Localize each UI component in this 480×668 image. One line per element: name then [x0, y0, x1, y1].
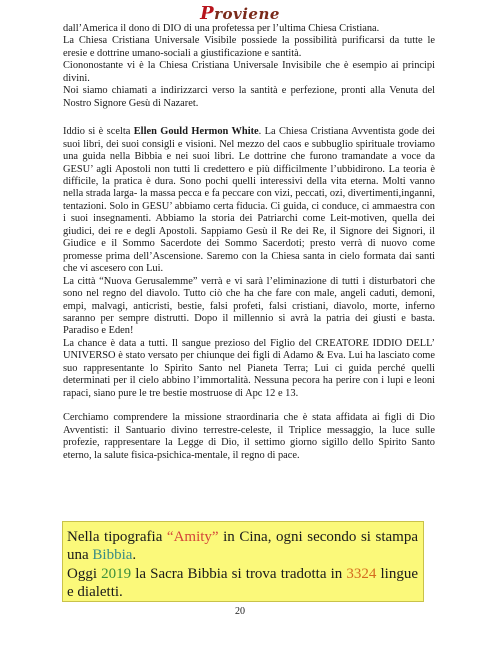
paragraph-lead: Iddio si è scelta [63, 126, 134, 138]
page-number: 20 [235, 606, 245, 617]
ellen-white-name: Ellen Gould Hermon White [133, 126, 259, 138]
paragraph-closing: Cerchiamo comprendere la missione straordinaria che è stata affidata ai figli di Dio Avventisti: il Santuario divino terrestre-celeste, il Triplice messaggio, la luce sulle profezie, rappresentare la Legge di Dio, il settimo giorno sigillo dello Spirito Santo eterno, la salute fisica-psichica-mentale, il regno di pace. [63, 412, 435, 461]
bibbia-text: Bibbia [92, 547, 133, 564]
highlight-line-1 [67, 528, 418, 565]
highlight-text: Oggi [67, 565, 102, 582]
highlight-text: la Sacra Bibbia si trova tradotta in [131, 565, 347, 582]
highlight-text: . [132, 547, 137, 564]
amity-text: “Amity” [166, 529, 219, 545]
highlight-text: Nella tipografia [67, 529, 167, 545]
year-text: 2019 [101, 565, 132, 582]
highlight-text: in Cina, ogni secondo si stampa una [67, 529, 419, 564]
paragraph: Ciononostante vi è la Chiesa Cristiana Universale Invisibile che è esempio ai principi divini. [63, 60, 435, 84]
paragraph-ellen-white [63, 126, 435, 275]
document-body [63, 23, 435, 462]
paragraph-rest: . La Chiesa Cristiana Avventista gode dei suoi libri, dei suoi consigli e visioni. Nel mezzo del caos e subbuglio spirituale troviamo una guida nella Bibbia e nei suoi libri. Le dottrine che furono tramandate a voce da GESU’ agli Apostoli non tutti li credettero e più difficilmente l’ubbidirono. La teoria è difficile, la pratica è dura. Sono pochi quelli interessivi della vita eterna. Molti vanno nella strada larga- la massa pecca e fa peccare con vizi, peccati, ozi, divertimenti,inganni, tentazioni. Solo in GESU’ abbiamo certa fiducia. Ci guida, ci conduce, ci ammaestra con i suoi insegnamenti. Abbiamo la storia dei Patriarchi come Leit-motiven, quella dei giudici, dei re e degli Apostoli. Sappiamo Gesù il Re dei Re, il Signore dei Signori, il Giudice e il Sommo Sacerdote dei Sommo Sacerdoti; presto verrà di nuovo come promesse prima dell’Ascensione. Saremo con la Chiesa santa in cielo formata dai santi che vi ascesero con Lui. [63, 126, 435, 275]
highlight-box [62, 521, 424, 602]
highlight-line-2 [67, 565, 418, 602]
page-header-title [0, 3, 480, 24]
paragraph: La città “Nuova Gerusalemme” verrà e vi sarà l’eliminazione di tutti i disturbatori che sono nel regno del diavolo. Tutto ciò che ha che fare con male, angeli caduti, demoni, empi, malvagi, anticristi, bestie, falsi profeti, falsi cristiani, diavolo, morte, inferno saranno per sempre distrutti. Dopo il millennio si avrà la patria dei giusti e basta. Paradiso e Eden! [63, 275, 435, 337]
paragraph: La chance è data a tutti. Il sangue prezioso del Figlio del CREATORE IDDIO DELL’ UNIVERSO è stato versato per chiunque dei figli di Adamo & Eva. Lui ha lasciato come suo rappresentante lo Spirito Santo nel Pianeta Terra; Lui ci guida perché quelli determinati per il cielo abbino l’immortalità. Nessuna pecora ha perire con i lupi e leoni rapaci, siano pure le tre bestie mostruose di Apc 12 e 13. [63, 337, 435, 399]
highlight-text: lingue e dialetti. [67, 565, 418, 600]
header-initial: P [200, 3, 215, 24]
paragraph: La Chiesa Cristiana Universale Visibile possiede la possibilità purificarsi da tutte le eresie e dottrine umano-sociali a giustificazione e santità. [63, 35, 435, 59]
language-count-text: 3324 [346, 565, 377, 582]
header-title-text: roviene [214, 5, 280, 23]
paragraph: dall’America il dono di DIO di una profetessa per l’ultima Chiesa Cristiana. [63, 23, 380, 34]
paragraph: Noi siamo chiamati a indirizzarci verso la santità e perfezione, pronti alla Venuta del Nostro Signore Gesù di Nazaret. [63, 85, 435, 109]
